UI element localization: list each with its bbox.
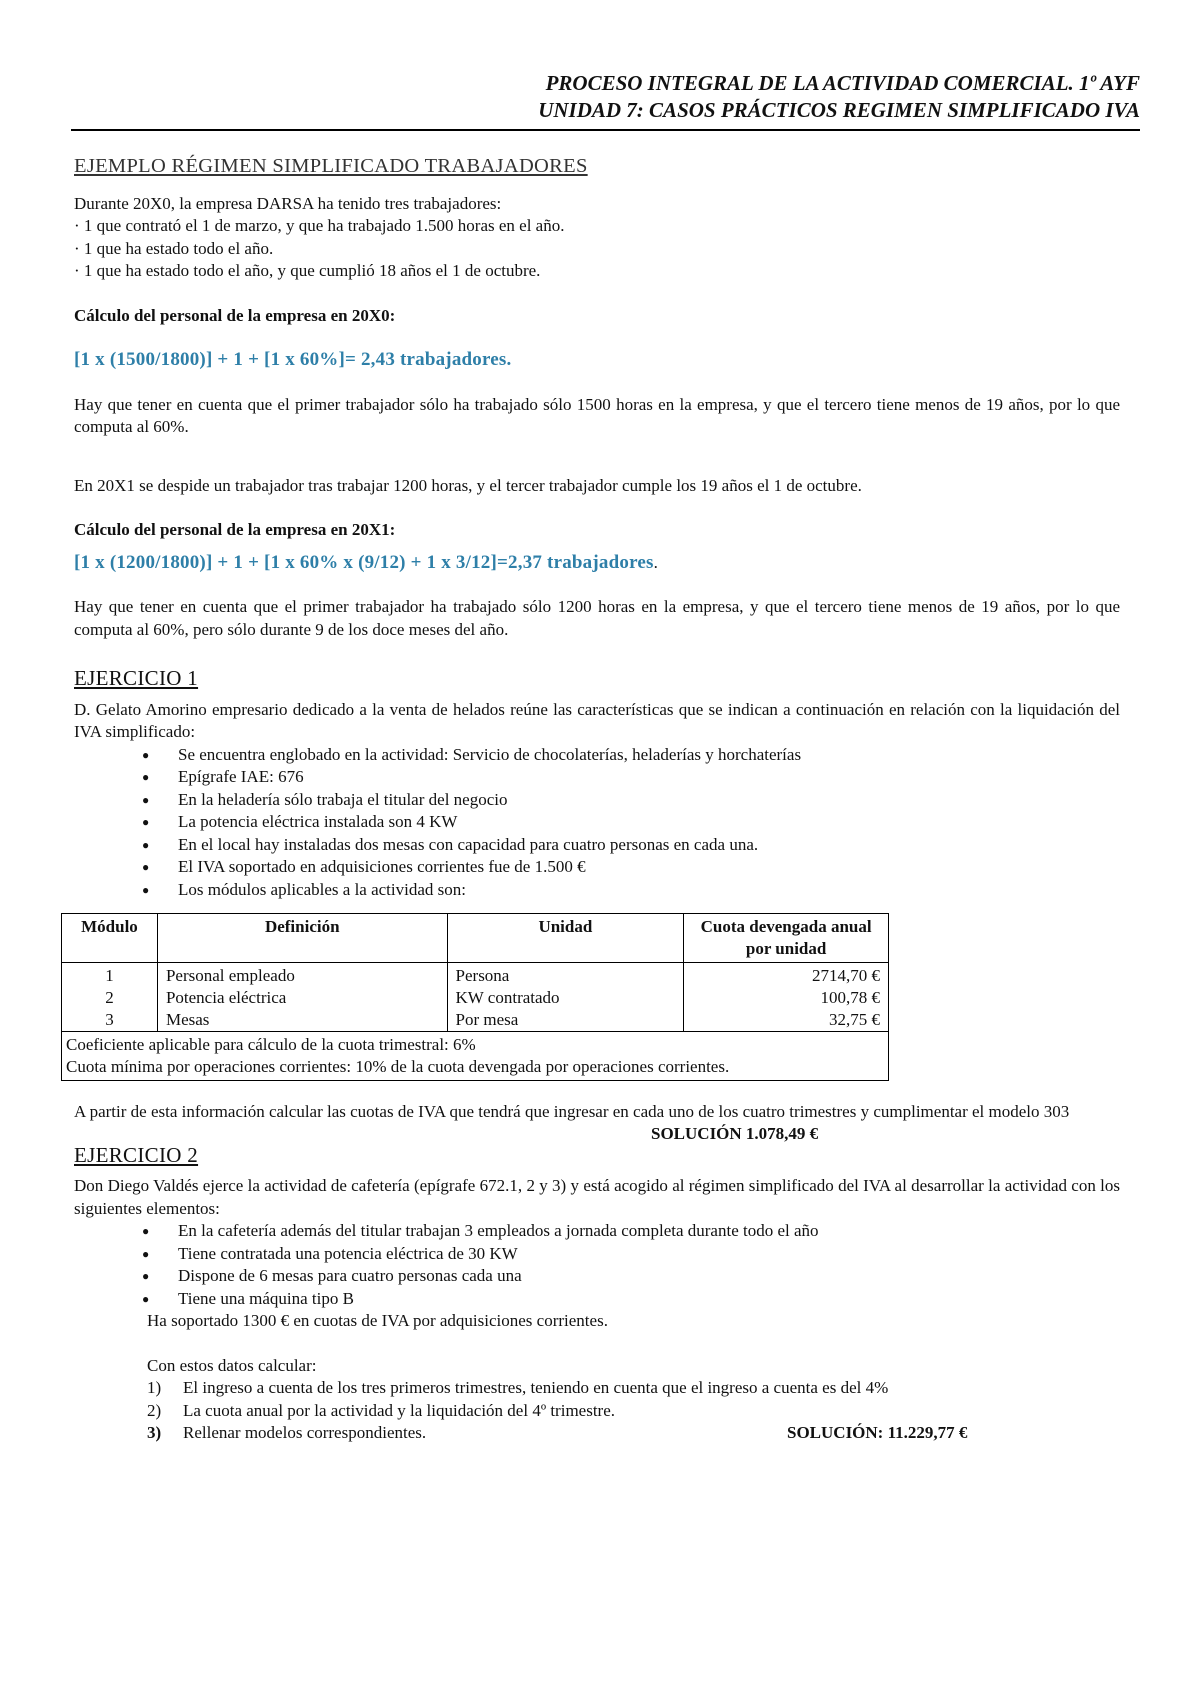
header-line-1: PROCESO INTEGRAL DE LA ACTIVIDAD COMERCIAL. 1º AYF: [545, 71, 1140, 95]
ejercicio-1-task: A partir de esta información calcular las cuotas de IVA que tendrá que ingresar en cada uno de los cuatro trimestres y cumplimentar el modelo 303: [74, 1102, 1070, 1121]
table-footer-coeficiente: Coeficiente aplicable para cálculo de la cuota trimestral: 6%: [66, 1035, 476, 1054]
ejercicio-1-title: EJERCICIO 1: [74, 666, 199, 690]
list-item: ● En el local hay instaladas dos mesas con capacidad para cuatro personas en cada una.: [142, 834, 1120, 857]
calc-title-20x0: Cálculo del personal de la empresa en 20X0:: [74, 305, 396, 325]
list-item: ● En la heladería sólo trabaja el titular del negocio: [142, 789, 1120, 812]
example-title: EJEMPLO RÉGIMEN SIMPLIFICADO TRABAJADORES: [74, 155, 588, 177]
list-item: [147, 1422, 1120, 1445]
table-header-row: [62, 914, 889, 963]
cell-unidad: Persona: [447, 963, 684, 988]
list-item: ● Epígrafe IAE: 676: [142, 766, 1120, 789]
worker-line-1: · 1 que contrató el 1 de marzo, y que ha trabajado 1.500 horas en el año.: [74, 216, 565, 235]
formula-20x0: [1 x (1500/1800)] + 1 + [1 x 60%]= 2,43 trabajadores.: [74, 349, 512, 370]
cell-definicion: Potencia eléctrica: [157, 987, 447, 1009]
page-header: [538, 70, 1140, 124]
ejercicio-2-bullets: [74, 1220, 1120, 1310]
cell-cuota: 32,75 €: [684, 1009, 889, 1032]
step-number: 1): [147, 1378, 162, 1397]
table-footer-cuota-minima: Cuota mínima por operaciones corrientes: 10% de la cuota devengada por operaciones corrientes.: [66, 1057, 730, 1076]
worker-line-2: · 1 que ha estado todo el año.: [74, 238, 274, 258]
list-item: ● La potencia eléctrica instalada son 4 KW: [142, 811, 1120, 834]
table-footer: [62, 1032, 889, 1081]
ejercicio-1-intro: D. Gelato Amorino empresario dedicado a la venta de helados reúne las características que se indican a continuación en relación con la liquidación del IVA simplificado:: [74, 699, 1120, 741]
list-item: ● Tiene contratada una potencia eléctrica de 30 KW: [142, 1243, 1120, 1266]
col-header-cuota: Cuota devengada anual por unidad: [684, 914, 889, 963]
cell-modulo: 2: [62, 987, 158, 1009]
table-row: [62, 1009, 889, 1032]
cell-modulo: 3: [62, 1009, 158, 1032]
ejercicio-2-title: EJERCICIO 2: [74, 1142, 199, 1167]
cell-definicion: Mesas: [157, 1009, 447, 1032]
formula-20x1-period: .: [653, 552, 658, 572]
cell-cuota: 2714,70 €: [684, 963, 889, 988]
worker-line-3: · 1 que ha estado todo el año, y que cumplió 18 años el 1 de octubre.: [74, 261, 541, 280]
ejercicio-2-intro: Don Diego Valdés ejerce la actividad de cafetería (epígrafe 672.1, 2 y 3) y está acogido al régimen simplificado del IVA al desarrollar la actividad con los siguientes elementos:: [74, 1176, 1120, 1218]
cell-unidad: Por mesa: [447, 1009, 684, 1032]
cell-cuota: 100,78 €: [684, 987, 889, 1009]
table-row: [62, 987, 889, 1009]
ejercicio-1-task-block: [74, 1101, 1120, 1143]
list-item: ● Tiene una máquina tipo B: [142, 1288, 1120, 1311]
list-item: [147, 1377, 1120, 1400]
explain-20x1: Hay que tener en cuenta que el primer trabajador ha trabajado sólo 1200 horas en la empresa, y que el tercero tiene menos de 19 años, por lo que computa al 60%, pero sólo durante 9 de los doce meses del año.: [74, 597, 1120, 639]
step-number: 2): [147, 1400, 162, 1420]
page-content: [66, 155, 1120, 1445]
ejercicio-1-solution: SOLUCIÓN 1.078,49 €: [651, 1124, 819, 1143]
list-item: ● En la cafetería además del titular trabajan 3 empleados a jornada completa durante todo el año: [142, 1220, 1120, 1243]
table-footer-row: [62, 1032, 889, 1081]
year-20x1-text: En 20X1 se despide un trabajador tras trabajar 1200 horas, y el tercer trabajador cumple los 19 años el 1 de octubre.: [74, 475, 862, 495]
list-item: ● Se encuentra englobado en la actividad: Servicio de chocolaterías, heladerías y horchaterías: [142, 744, 1120, 767]
col-header-unidad: Unidad: [447, 914, 684, 963]
table-row: [62, 963, 889, 988]
list-item: ● Dispone de 6 mesas para cuatro personas cada una: [142, 1265, 1120, 1288]
list-item: ● Los módulos aplicables a la actividad son:: [142, 879, 1120, 902]
cell-modulo: 1: [62, 963, 158, 988]
step-text: La cuota anual por la actividad y la liquidación del 4º trimestre.: [183, 1400, 616, 1420]
ejercicio-2-steps: [74, 1377, 1120, 1445]
list-item: ● El IVA soportado en adquisiciones corrientes fue de 1.500 €: [142, 856, 1120, 879]
example-intro: Durante 20X0, la empresa DARSA ha tenido tres trabajadores:: [74, 193, 502, 213]
step-text: El ingreso a cuenta de los tres primeros trimestres, teniendo en cuenta que el ingreso a cuenta es del 4%: [183, 1378, 889, 1397]
ejercicio-2-soportado: Ha soportado 1300 € en cuotas de IVA por adquisiciones corrientes.: [147, 1311, 608, 1330]
cell-definicion: Personal empleado: [157, 963, 447, 988]
cell-unidad: KW contratado: [447, 987, 684, 1009]
formula-20x1: [1 x (1200/1800)] + 1 + [1 x 60% x (9/12) + 1 x 3/12]=2,37 trabajadores: [74, 551, 654, 573]
calc-title-20x1: Cálculo del personal de la empresa en 20X1:: [74, 520, 396, 539]
ejercicio-2-solution: SOLUCIÓN: 11.229,77 €: [787, 1423, 968, 1442]
modules-table: [61, 913, 889, 1081]
formula-20x1-line: [74, 552, 1120, 575]
ejercicio-1-bullets: [74, 744, 1120, 902]
col-header-definicion: Definición: [157, 914, 447, 963]
list-item: [147, 1400, 1120, 1423]
ejercicio-2-calc-intro: Con estos datos calcular:: [147, 1355, 317, 1375]
header-line-2: UNIDAD 7: CASOS PRÁCTICOS REGIMEN SIMPLIFICADO IVA: [538, 98, 1140, 122]
col-header-modulo: Módulo: [62, 914, 158, 963]
step-text: Rellenar modelos correspondientes.: [183, 1423, 427, 1442]
step-number: 3): [147, 1423, 162, 1442]
header-rule: [71, 129, 1140, 131]
explain-20x0: Hay que tener en cuenta que el primer trabajador sólo ha trabajado sólo 1500 horas en la empresa, y que el tercero tiene menos de 19 años, por lo que computa al 60%.: [74, 394, 1120, 436]
